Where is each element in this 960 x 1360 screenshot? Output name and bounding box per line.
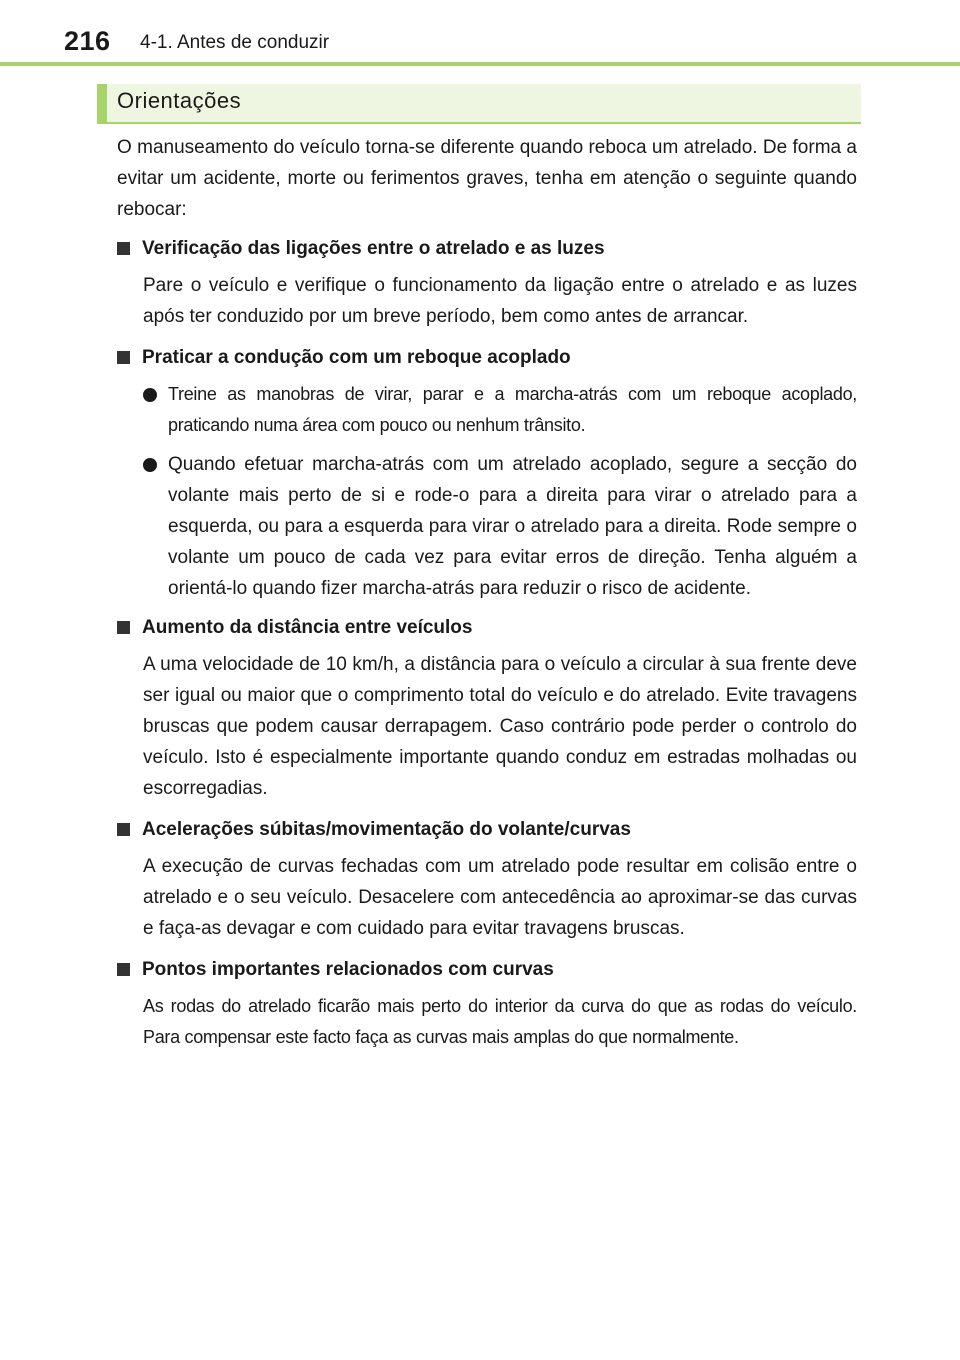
subsection-heading <box>117 954 857 985</box>
subsection-body: Pare o veículo e verifique o funcionamento da ligação entre o atrelado e as luzes após ter conduzido por um breve período, bem como antes de arrancar. <box>143 275 857 327</box>
list-item-text: Quando efetuar marcha-atrás com um atrelado acoplado, segure a secção do volante mais perto de si e rode-o para a direita para virar o atrelado para a esquerda, ou para a esquerda para virar o atrelado para a direita. Rode sempre o volante um pouco de cada vez para evitar erros de direção. Tenha alguém a orientá-lo quando fizer marcha-atrás para reduzir o risco de acidente. <box>168 454 857 599</box>
subsection-practice-driving <box>117 342 857 604</box>
list-item <box>143 379 857 441</box>
square-bullet-icon <box>117 963 130 976</box>
square-bullet-icon <box>117 823 130 836</box>
page-content <box>117 132 857 1063</box>
subsection-heading <box>117 814 857 845</box>
square-bullet-icon <box>117 621 130 634</box>
subsection-heading-text: Aumento da distância entre veículos <box>142 617 473 638</box>
subsection-body: A execução de curvas fechadas com um atrelado pode resultar em colisão entre o atrelado e o seu veículo. Desacelere com antecedência ao aproximar-se das curvas e faça-as devagar e com cuidado para evitar travagens bruscas. <box>143 856 857 939</box>
subsection-body: A uma velocidade de 10 km/h, a distância para o veículo a circular à sua frente deve ser igual ou maior que o comprimento total do veículo e do atrelado. Evite travagens bruscas que podem causar derrapagem. Caso contrário pode perder o controlo do veículo. Isto é especialmente importante quando conduz em estradas molhadas ou escorregadias. <box>143 654 857 799</box>
subsection-check-connections <box>117 233 857 332</box>
subsection-sudden-maneuvers <box>117 814 857 944</box>
subsection-heading-text: Pontos importantes relacionados com curvas <box>142 959 554 980</box>
subsection-heading <box>117 233 857 264</box>
list-item-text: Treine as manobras de virar, parar e a marcha-atrás com um reboque acoplado, praticando numa área com pouco ou nenhum trânsito. <box>168 384 857 435</box>
subsection-following-distance <box>117 612 857 804</box>
section-title: Orientações <box>117 88 242 113</box>
round-bullet-icon <box>143 458 157 472</box>
section-heading-bar <box>97 84 861 124</box>
round-bullet-icon <box>143 388 157 402</box>
page-header <box>0 0 960 66</box>
header-divider <box>0 62 960 66</box>
subsection-heading <box>117 612 857 643</box>
section-accent <box>97 84 107 124</box>
intro-paragraph: O manuseamento do veículo torna-se diferente quando reboca um atrelado. De forma a evitar um acidente, morte ou ferimentos graves, tenha em atenção o seguinte quando rebocar: <box>117 137 857 220</box>
square-bullet-icon <box>117 351 130 364</box>
subsection-heading-text: Praticar a condução com um reboque acoplado <box>142 347 571 368</box>
list-item <box>143 449 857 604</box>
square-bullet-icon <box>117 242 130 255</box>
chapter-title: 4-1. Antes de conduzir <box>140 32 330 53</box>
subsection-heading-text: Verificação das ligações entre o atrelado e as luzes <box>142 238 605 259</box>
subsection-turning <box>117 954 857 1053</box>
subsection-body: As rodas do atrelado ficarão mais perto do interior da curva do que as rodas do veículo. Para compensar este facto faça as curvas mais amplas do que normalmente. <box>143 996 857 1047</box>
subsection-heading-text: Acelerações súbitas/movimentação do volante/curvas <box>142 819 631 840</box>
page-number: 216 <box>64 26 111 56</box>
subsection-heading <box>117 342 857 373</box>
